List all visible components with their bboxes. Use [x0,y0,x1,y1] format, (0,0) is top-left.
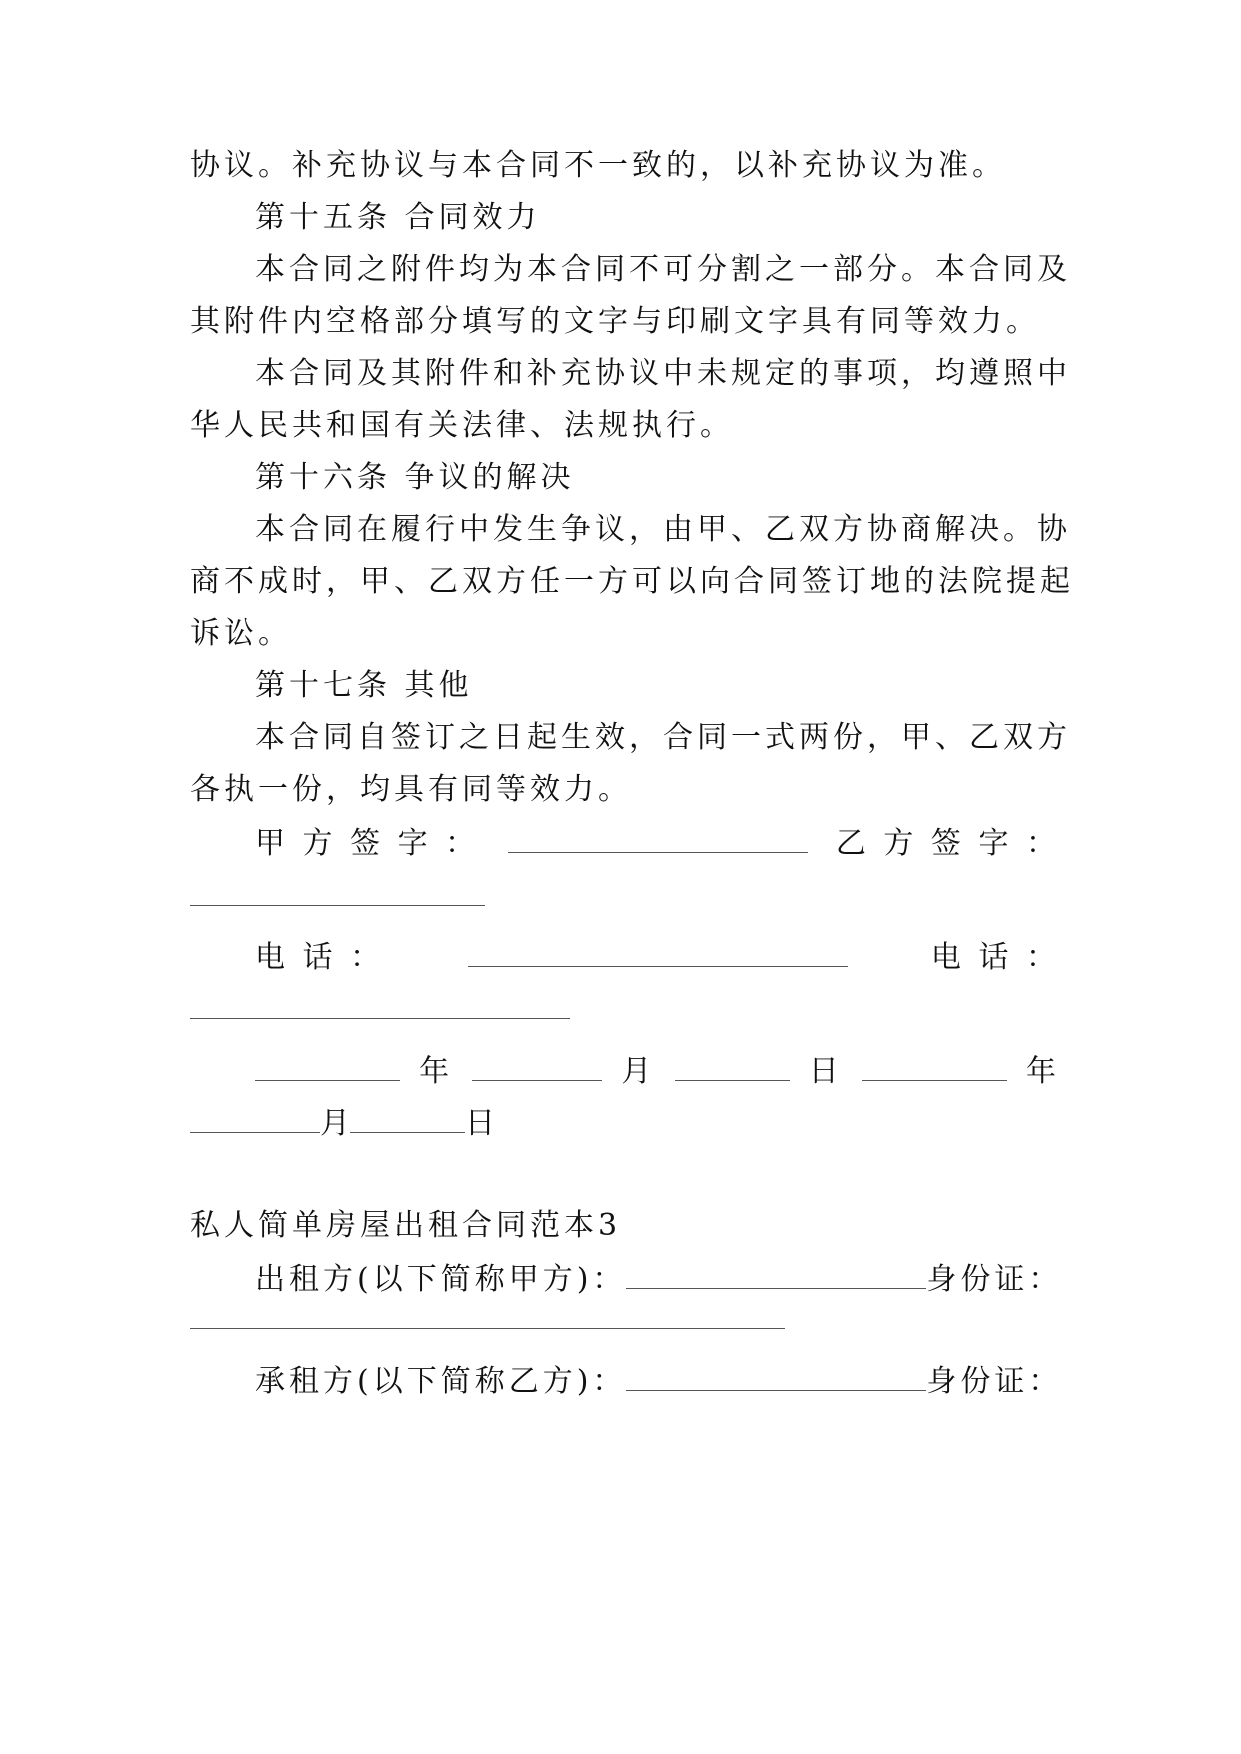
contract-text-line: 本合同之附件均为本合同不可分割之一部分。本合同及 [255,252,1071,287]
month-label-b: 月 [320,1106,350,1141]
article-16-heading: 第十六条 争议的解决 [255,460,575,495]
date-row-continued [190,1102,1060,1142]
party-b-phone-label: 电 话 ： [930,940,1060,975]
article-17-heading: 第十七条 其他 [255,668,473,703]
party-a-signature-blank[interactable] [508,822,808,853]
contract-text-line: 商不成时，甲、乙双方任一方可以向合同签订地的法院提起 [190,564,1074,599]
phone-row [255,936,1060,976]
date-row [255,1050,1060,1090]
party-b-phone-blank[interactable] [190,1018,570,1019]
year-blank-b[interactable] [862,1050,1007,1081]
party-a-phone-label: 电 话 ： [255,940,385,975]
lessee-id-label: 身份证： [926,1364,1063,1399]
contract-text-line: 各执一份，均具有同等效力。 [190,772,632,807]
party-a-signature-label: 甲 方 签 字 ： [255,826,480,861]
contract-text-line: 本合同自签订之日起生效，合同一式两份，甲、乙双方 [255,720,1071,755]
lessor-id-blank[interactable] [190,1328,785,1329]
contract-text-line: 其附件内空格部分填写的文字与印刷文字具有同等效力。 [190,304,1040,339]
contract-text-line: 协议。补充协议与本合同不一致的，以补充协议为准。 [190,148,1006,183]
month-blank[interactable] [472,1050,602,1081]
lessor-name-blank[interactable] [626,1258,926,1289]
lessor-row [255,1258,1065,1298]
month-blank-b[interactable] [190,1102,320,1133]
lessor-id-label: 身份证： [926,1262,1063,1297]
lessor-label: 出租方(以下简称甲方)： [255,1262,627,1297]
year-blank[interactable] [255,1050,400,1081]
article-15-heading: 第十五条 合同效力 [255,200,541,235]
lessee-name-blank[interactable] [626,1360,926,1391]
signature-row [255,822,1060,862]
day-label-b: 日 [465,1106,495,1141]
contract-text-line: 本合同及其附件和补充协议中未规定的事项，均遵照中 [255,356,1071,391]
day-blank[interactable] [675,1050,790,1081]
contract-text-line: 华人民共和国有关法律、法规执行。 [190,408,734,443]
day-blank-b[interactable] [350,1102,465,1133]
lessee-row [255,1360,1065,1400]
party-a-phone-blank[interactable] [468,936,848,967]
year-label-b: 年 [1025,1054,1060,1089]
contract-text-line: 本合同在履行中发生争议，由甲、乙双方协商解决。协 [255,512,1071,547]
year-label: 年 [419,1054,454,1089]
party-b-signature-blank[interactable] [190,905,485,906]
month-label: 月 [621,1054,656,1089]
contract-text-line: 诉讼。 [190,616,292,651]
section-3-title: 私人简单房屋出租合同范本3 [190,1208,622,1243]
party-b-signature-label: 乙 方 签 字 ： [835,826,1060,861]
lessee-label: 承租方(以下简称乙方)： [255,1364,627,1399]
day-label: 日 [808,1054,843,1089]
